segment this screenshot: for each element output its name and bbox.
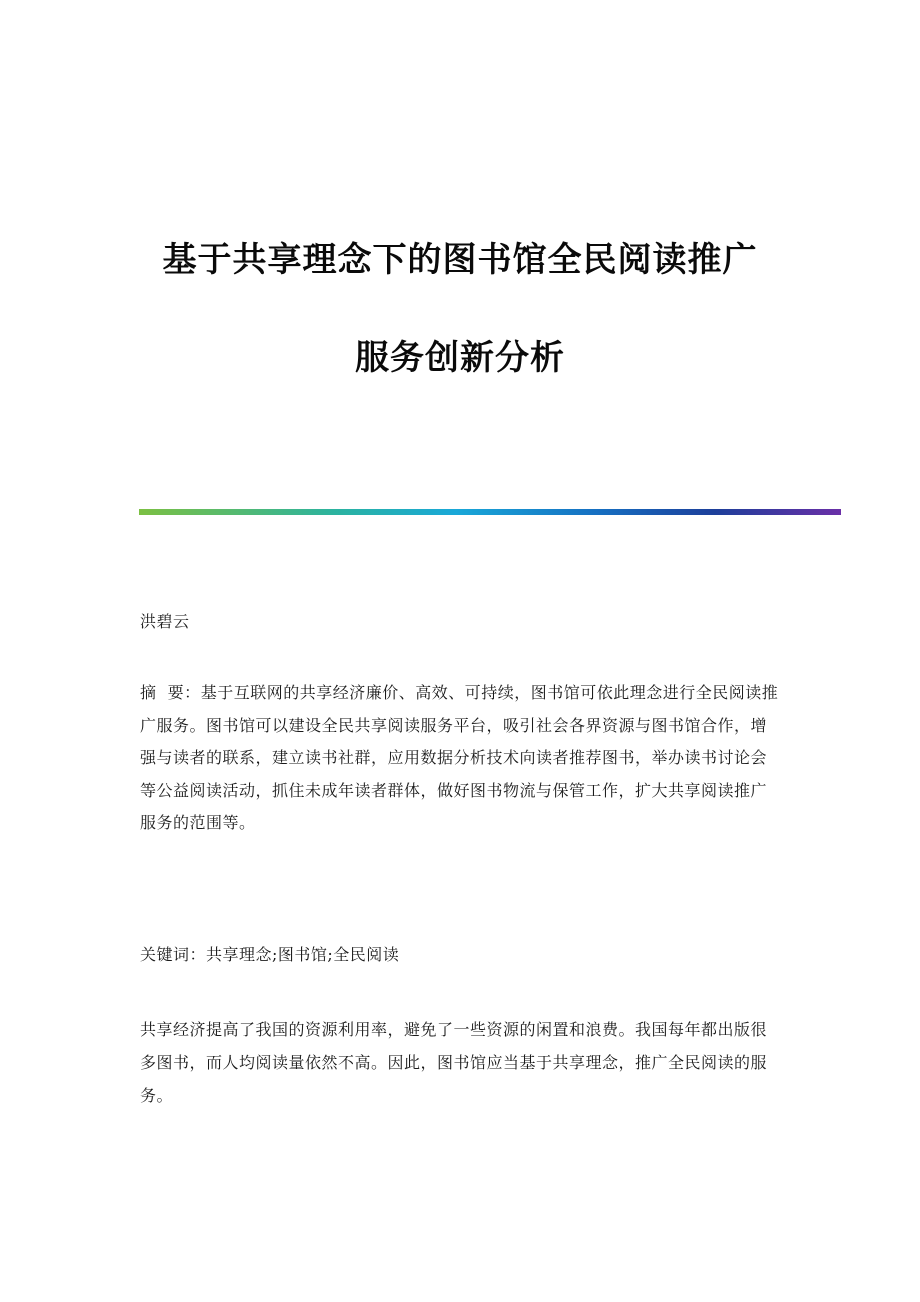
abstract-label: 摘 要：	[140, 683, 201, 702]
title-divider	[139, 509, 841, 515]
author-name: 洪碧云	[140, 612, 190, 631]
document-title-line-1: 基于共享理念下的图书馆全民阅读推广	[162, 240, 758, 280]
abstract-text: 基于互联网的共享经济廉价、高效、可持续，图书馆可依此理念进行全民阅读推广服务。图书馆可以建设全民共享阅读服务平台，吸引社会各界资源与图书馆合作，增强与读者的联系，建立读书社群，应用数据分析技术向读者推荐图书，举办读书讨论会等公益阅读活动，抓住未成年读者群体，做好图书物流与保管工作，扩大共享阅读推广服务的范围等。	[140, 683, 779, 832]
document-title-line-2: 服务创新分析	[355, 338, 565, 378]
abstract-paragraph	[140, 677, 780, 840]
keywords-text: 共享理念;图书馆;全民阅读	[206, 945, 400, 964]
keywords-paragraph	[140, 942, 780, 965]
intro-paragraph: 共享经济提高了我国的资源利用率，避免了一些资源的闲置和浪费。我国每年都出版很多图书，而人均阅读量依然不高。因此，图书馆应当基于共享理念，推广全民阅读的服务。	[140, 1020, 768, 1105]
keywords-label: 关键词：	[140, 945, 207, 964]
